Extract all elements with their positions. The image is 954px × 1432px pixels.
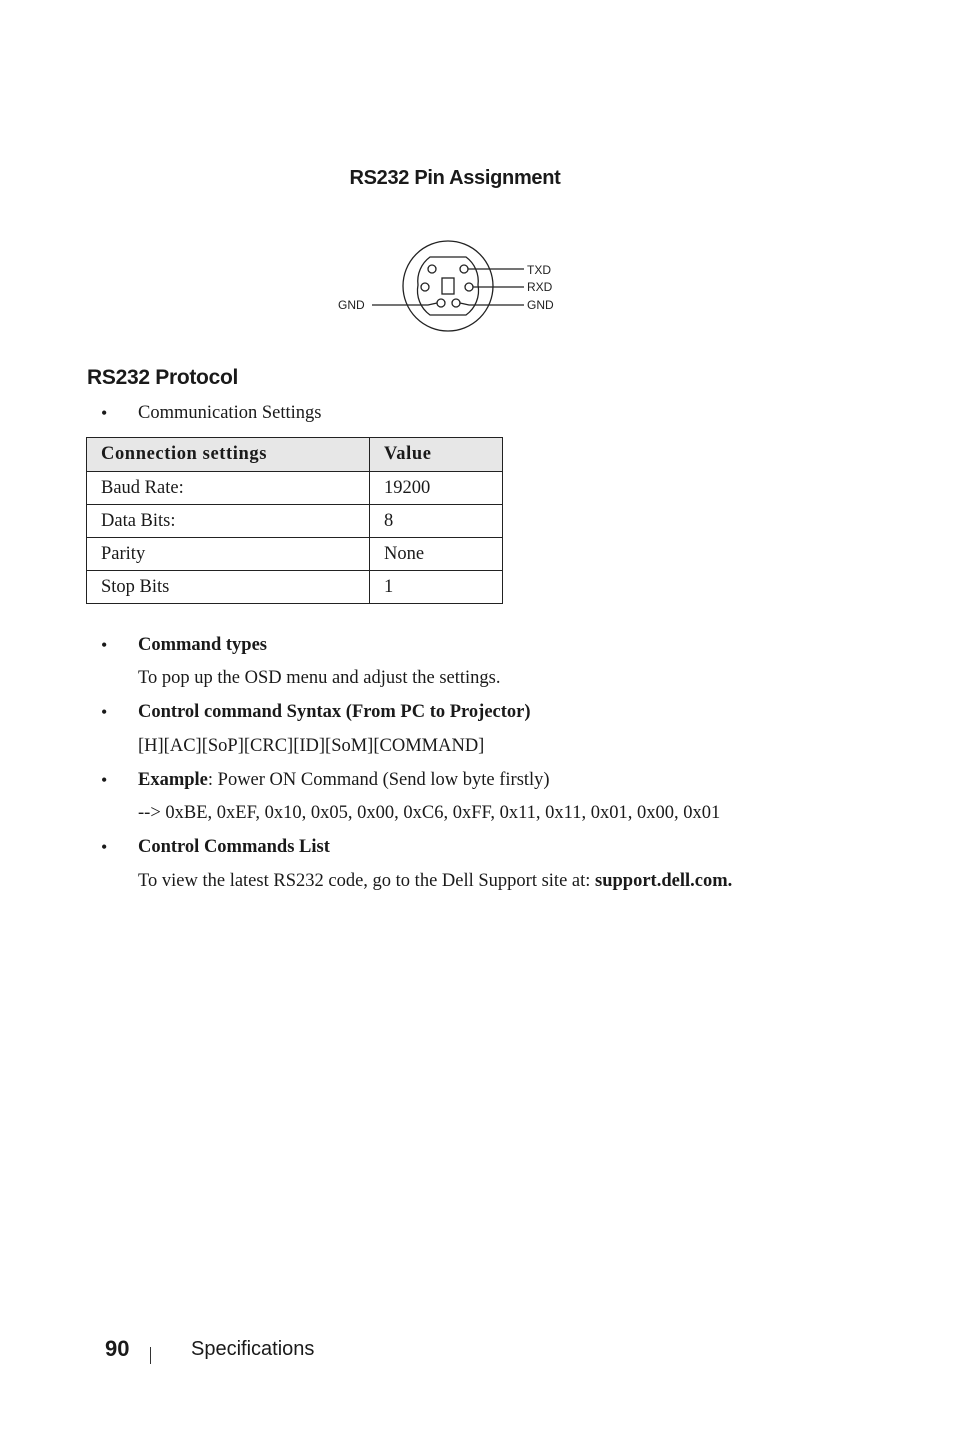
pin-gnd-right [452, 299, 460, 307]
bullet: • [101, 837, 108, 857]
table-cell-value: 1 [370, 571, 503, 604]
table-row [87, 505, 503, 538]
connector-inner-shell [417, 257, 478, 315]
communication-settings-label: Communication Settings [138, 403, 322, 423]
page-number: 90 [105, 1336, 130, 1361]
example-bytes: --> 0xBE, 0xEF, 0x10, 0x05, 0x00, 0xC6, 0xFF, 0x11, 0x11, 0x01, 0x00, 0x01 [138, 803, 721, 823]
table-cell-setting: Parity [87, 538, 370, 571]
protocol-title: RS232 Protocol [87, 366, 239, 389]
table-cell-setting: Baud Rate: [87, 472, 370, 505]
bullet: • [101, 770, 108, 790]
table-cell-value: 19200 [370, 472, 503, 505]
rs232-connector-diagram [334, 236, 564, 336]
bullet: • [101, 635, 108, 655]
command-types-text: To pop up the OSD menu and adjust the settings. [138, 668, 501, 688]
table-row [87, 538, 503, 571]
example-text: : Power ON Command (Send low byte firstly) [207, 770, 550, 790]
pin-txd [428, 265, 436, 273]
table-cell-setting: Stop Bits [87, 571, 370, 604]
commands-list-text: To view the latest RS232 code, go to the Dell Support site at: [138, 871, 596, 891]
table-row [87, 472, 503, 505]
connector-outer-ring [403, 241, 493, 331]
example-line [138, 770, 550, 791]
table-cell-value: None [370, 538, 503, 571]
bullet: • [101, 403, 108, 423]
table-row [87, 571, 503, 604]
pin-assignment-title: RS232 Pin Assignment [349, 167, 561, 189]
commands-list-label: Control Commands List [138, 837, 330, 857]
commands-list-line [138, 871, 732, 892]
label-gnd-right: GND [527, 298, 554, 312]
command-types-label: Command types [138, 635, 267, 655]
footer-section: Specifications [191, 1338, 315, 1360]
connection-settings-table [86, 437, 503, 604]
label-rxd: RXD [527, 280, 553, 294]
label-txd: TXD [527, 263, 551, 277]
pin-rxd [465, 283, 473, 291]
bullet: • [101, 702, 108, 722]
leader-gnd-right [460, 303, 524, 305]
footer-divider [150, 1347, 151, 1364]
pin-left [421, 283, 429, 291]
syntax-text: [H][AC][SoP][CRC][ID][SoM][COMMAND] [138, 736, 485, 756]
support-link[interactable]: support.dell.com. [595, 871, 733, 891]
table-cell-value: 8 [370, 505, 503, 538]
table-header-connection: Connection settings [87, 438, 370, 472]
syntax-label: Control command Syntax (From PC to Projector) [138, 702, 531, 722]
connector-key [442, 278, 454, 294]
pin-top-right [460, 265, 468, 273]
label-gnd-left: GND [338, 298, 365, 312]
table-header-value: Value [370, 438, 503, 472]
pin-gnd-left [437, 299, 445, 307]
example-label: Example [138, 770, 208, 790]
leader-gnd-left [372, 303, 437, 305]
table-header-row [87, 438, 503, 472]
table-cell-setting: Data Bits: [87, 505, 370, 538]
